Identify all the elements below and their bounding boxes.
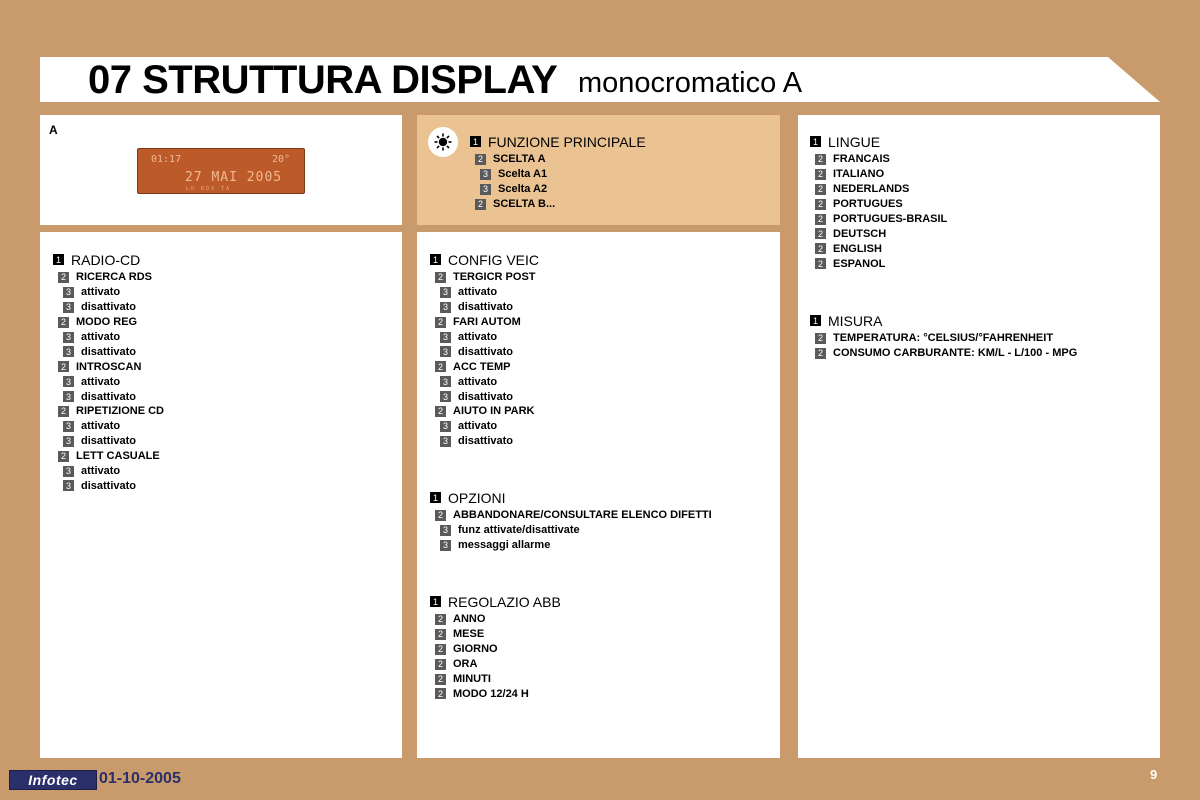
menu-item-label: disattivato — [81, 390, 137, 403]
middle-panel — [417, 232, 780, 758]
level-badge: 2 — [815, 154, 826, 165]
level-badge: 2 — [58, 406, 69, 417]
menu-item-level-3 — [430, 344, 539, 359]
menu-item-label: ORA — [453, 658, 478, 671]
opzioni-list — [430, 489, 712, 553]
level-badge: 1 — [53, 254, 64, 265]
menu-item-level-2 — [810, 152, 947, 167]
display-label: A — [49, 123, 58, 137]
menu-item-level-2 — [430, 642, 561, 657]
menu-item-label: SCELTA B... — [493, 198, 556, 211]
menu-item-label: disattivato — [81, 345, 137, 358]
menu-item-level-3 — [53, 374, 164, 389]
menu-item-label: RADIO-CD — [71, 251, 141, 268]
page-number: 9 — [1150, 767, 1158, 782]
level-badge: 3 — [480, 184, 491, 195]
level-badge: 3 — [63, 346, 74, 357]
level-badge: 2 — [475, 154, 486, 165]
level-badge: 2 — [435, 688, 446, 699]
level-badge: 3 — [63, 466, 74, 477]
level-badge: 3 — [440, 391, 451, 402]
level-badge: 3 — [440, 525, 451, 536]
level-badge: 2 — [58, 272, 69, 283]
menu-item-label: attivato — [81, 286, 121, 299]
menu-item-level-3 — [53, 434, 164, 449]
menu-item-level-2 — [53, 270, 164, 285]
menu-item-label: MODO 12/24 H — [453, 687, 529, 700]
footer-date: 01-10-2005 — [99, 770, 181, 787]
level-badge: 3 — [63, 287, 74, 298]
menu-item-label: disattivato — [81, 435, 137, 448]
menu-item-label: RICERCA RDS — [76, 271, 152, 284]
level-badge: 1 — [810, 315, 821, 326]
menu-item-label: attivato — [458, 331, 498, 343]
level-badge: 3 — [440, 540, 451, 551]
menu-item-level-2 — [430, 404, 539, 419]
menu-item-label: RIPETIZIONE CD — [76, 405, 165, 418]
menu-item-level-2 — [430, 359, 539, 374]
menu-item-label: OPZIONI — [448, 489, 506, 506]
level-badge: 2 — [435, 644, 446, 655]
menu-item-level-2 — [430, 686, 561, 701]
menu-item-level-3 — [53, 478, 164, 493]
level-badge: 3 — [440, 436, 451, 447]
regolazio-abb-list — [430, 593, 561, 701]
lingue-list — [810, 133, 947, 271]
page-title: 07 STRUTTURA DISPLAY — [88, 58, 558, 102]
menu-item-label: PORTUGUES — [833, 198, 903, 211]
menu-item-label: DEUTSCH — [833, 227, 887, 240]
level-badge: 2 — [815, 258, 826, 269]
menu-item-label: disattivato — [458, 301, 514, 314]
menu-item-level-2 — [810, 346, 1077, 361]
menu-item-level-3 — [430, 434, 539, 449]
level-badge: 2 — [435, 272, 446, 283]
menu-item-label: disattivato — [458, 390, 514, 403]
menu-item-level-2 — [470, 152, 646, 167]
level-badge: 2 — [435, 614, 446, 625]
level-badge: 3 — [440, 332, 451, 343]
menu-item-level-2 — [53, 359, 164, 374]
left-panel — [40, 232, 402, 758]
level-badge: 2 — [475, 199, 486, 210]
level-badge: 2 — [815, 228, 826, 239]
menu-item-label: ITALIANO — [833, 168, 885, 181]
menu-item-label: attivato — [81, 375, 121, 388]
menu-item-level-2 — [810, 167, 947, 182]
level-badge: 1 — [430, 596, 441, 607]
menu-item-label: attivato — [458, 420, 498, 433]
right-panel — [798, 115, 1160, 758]
menu-item-label: CONSUMO CARBURANTE: KM/L - L/100 - MPG — [833, 347, 1078, 360]
menu-item-level-3 — [430, 374, 539, 389]
logo-text: Infotec — [28, 772, 78, 788]
menu-item-label: MINUTI — [453, 673, 491, 685]
menu-item-level-3 — [470, 182, 646, 197]
menu-item-level-2 — [430, 612, 561, 627]
page-subtitle: monocromatico A — [578, 67, 803, 99]
level-badge: 1 — [430, 492, 441, 503]
level-badge: 3 — [63, 302, 74, 313]
menu-item-level-2 — [810, 226, 947, 241]
menu-item-level-1 — [430, 251, 539, 268]
menu-item-label: attivato — [81, 331, 121, 343]
level-badge: 2 — [435, 317, 446, 328]
menu-item-label: MISURA — [828, 312, 883, 329]
menu-item-level-2 — [810, 331, 1077, 346]
menu-item-level-1 — [810, 133, 947, 150]
level-badge: 2 — [815, 348, 826, 359]
level-badge: 3 — [480, 169, 491, 180]
menu-item-label: GIORNO — [453, 643, 498, 656]
menu-item-label: attivato — [81, 420, 121, 433]
level-badge: 2 — [435, 629, 446, 640]
menu-item-level-2 — [430, 315, 539, 330]
level-badge: 2 — [815, 199, 826, 210]
menu-item-level-3 — [430, 523, 712, 538]
main-function-panel — [417, 115, 780, 225]
level-badge: 3 — [63, 436, 74, 447]
level-badge: 2 — [58, 451, 69, 462]
menu-item-label: disattivato — [458, 435, 514, 448]
menu-item-label: PORTUGUES-BRASIL — [833, 213, 948, 225]
menu-item-level-3 — [430, 538, 712, 553]
level-badge: 2 — [815, 169, 826, 180]
menu-item-label: SCELTA A — [493, 153, 546, 166]
level-badge: 1 — [810, 136, 821, 147]
display-panel — [40, 115, 402, 225]
menu-item-label: disattivato — [458, 345, 514, 358]
menu-item-level-2 — [810, 256, 947, 271]
level-badge: 3 — [63, 391, 74, 402]
menu-item-level-1 — [430, 489, 712, 506]
menu-item-level-3 — [430, 419, 539, 434]
lcd-screen — [137, 148, 305, 194]
menu-item-level-3 — [53, 389, 164, 404]
level-badge: 1 — [470, 136, 481, 147]
menu-item-level-2 — [430, 270, 539, 285]
menu-item-level-2 — [810, 212, 947, 227]
menu-item-level-3 — [53, 344, 164, 359]
level-badge: 2 — [435, 406, 446, 417]
level-badge: 2 — [815, 214, 826, 225]
menu-item-label: ABBANDONARE/CONSULTARE ELENCO DIFETTI — [453, 509, 712, 522]
menu-item-label: FUNZIONE PRINCIPALE — [488, 133, 646, 150]
main-function-list — [470, 133, 646, 212]
level-badge: 3 — [63, 332, 74, 343]
menu-item-label: attivato — [458, 375, 498, 388]
menu-item-label: FRANCAIS — [833, 153, 890, 166]
config-veic-list — [430, 251, 539, 449]
menu-item-level-2 — [810, 182, 947, 197]
misura-list — [810, 312, 1077, 361]
level-badge: 2 — [435, 361, 446, 372]
menu-item-level-3 — [53, 300, 164, 315]
level-badge: 2 — [815, 184, 826, 195]
lcd-indicators: LO RDS TA — [186, 186, 232, 192]
menu-item-level-1 — [53, 251, 164, 268]
menu-item-label: funz attivate/disattivate — [458, 524, 580, 537]
menu-item-label: messaggi allarme — [458, 539, 551, 552]
level-badge: 2 — [435, 510, 446, 521]
menu-item-level-3 — [430, 389, 539, 404]
menu-item-level-2 — [53, 404, 164, 419]
menu-item-level-1 — [470, 133, 646, 150]
menu-item-level-1 — [810, 312, 1077, 329]
level-badge: 1 — [430, 254, 441, 265]
infotec-logo — [9, 770, 97, 790]
menu-item-label: ESPANOL — [833, 257, 886, 270]
menu-item-label: MESE — [453, 628, 485, 641]
radio-cd-list — [53, 251, 164, 493]
menu-item-label: ENGLISH — [833, 242, 882, 255]
menu-item-label: Scelta A1 — [498, 168, 548, 181]
menu-item-label: CONFIG VEIC — [448, 251, 540, 268]
menu-item-level-1 — [430, 593, 561, 610]
menu-item-level-3 — [53, 419, 164, 434]
menu-item-label: Scelta A2 — [498, 183, 548, 196]
level-badge: 2 — [815, 243, 826, 254]
menu-item-level-2 — [430, 508, 712, 523]
menu-item-level-3 — [430, 330, 539, 345]
level-badge: 2 — [58, 317, 69, 328]
menu-item-label: TEMPERATURA: °CELSIUS/°FAHRENHEIT — [833, 332, 1054, 345]
menu-item-label: AIUTO IN PARK — [453, 405, 535, 418]
menu-item-label: REGOLAZIO ABB — [448, 593, 561, 610]
menu-item-label: NEDERLANDS — [833, 183, 910, 196]
menu-item-label: attivato — [458, 286, 498, 299]
lcd-time: 01:17 — [151, 154, 182, 165]
menu-item-level-3 — [430, 300, 539, 315]
menu-item-level-3 — [430, 285, 539, 300]
menu-item-level-3 — [53, 285, 164, 300]
menu-item-label: MODO REG — [76, 316, 138, 329]
menu-item-level-3 — [53, 330, 164, 345]
level-badge: 3 — [63, 480, 74, 491]
menu-item-label: INTROSCAN — [76, 360, 142, 373]
level-badge: 3 — [440, 346, 451, 357]
level-badge: 2 — [815, 333, 826, 344]
level-badge: 2 — [435, 674, 446, 685]
lcd-temperature: 20° — [271, 154, 290, 165]
menu-item-level-3 — [470, 167, 646, 182]
level-badge: 2 — [58, 361, 69, 372]
level-badge: 3 — [63, 376, 74, 387]
menu-item-label: ANNO — [453, 613, 486, 626]
lcd-date: 27 MAI 2005 — [185, 170, 283, 185]
level-badge: 3 — [440, 421, 451, 432]
menu-item-level-2 — [53, 449, 164, 464]
menu-item-level-2 — [470, 197, 646, 212]
menu-item-level-2 — [430, 627, 561, 642]
menu-item-label: disattivato — [81, 479, 137, 492]
level-badge: 3 — [440, 376, 451, 387]
menu-item-level-3 — [53, 464, 164, 479]
menu-item-label: attivato — [81, 465, 121, 478]
menu-item-label: FARI AUTOM — [453, 316, 521, 329]
menu-item-label: LINGUE — [828, 133, 881, 150]
menu-item-level-2 — [430, 672, 561, 687]
level-badge: 2 — [435, 659, 446, 670]
menu-item-level-2 — [810, 241, 947, 256]
menu-item-level-2 — [430, 657, 561, 672]
level-badge: 3 — [440, 302, 451, 313]
level-badge: 3 — [63, 421, 74, 432]
menu-item-label: LETT CASUALE — [76, 450, 160, 463]
menu-item-label: ACC TEMP — [453, 360, 511, 373]
menu-item-level-2 — [810, 197, 947, 212]
menu-item-label: disattivato — [81, 301, 137, 314]
lightbulb-icon — [428, 127, 458, 157]
level-badge: 3 — [440, 287, 451, 298]
menu-item-label: TERGICR POST — [453, 271, 536, 284]
menu-item-level-2 — [53, 315, 164, 330]
